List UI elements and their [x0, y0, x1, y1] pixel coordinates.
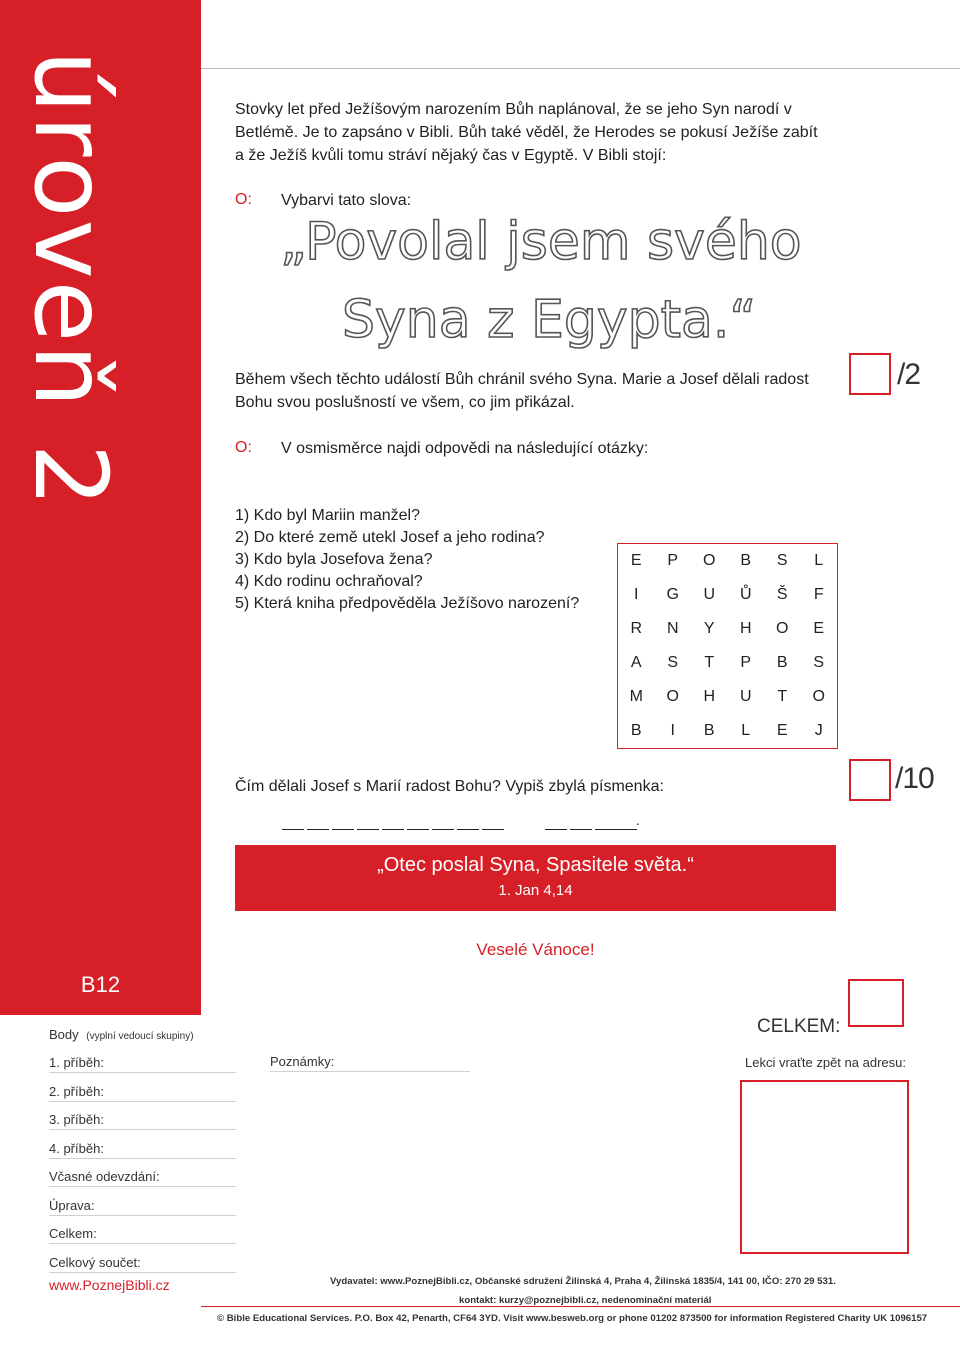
- grid-letter[interactable]: S: [776, 552, 788, 569]
- grid-letter[interactable]: T: [777, 688, 788, 705]
- return-address-box[interactable]: [740, 1080, 909, 1254]
- grid-letter[interactable]: L: [741, 722, 751, 739]
- question: 4) Kdo rodinu ochraňoval?: [235, 573, 423, 590]
- question: 3) Kdo byla Josefova žena?: [235, 551, 433, 568]
- grid-letter[interactable]: S: [813, 654, 825, 671]
- coloring-text-line-1[interactable]: „Povolal jsem svého: [280, 212, 802, 272]
- footer-contact: kontakt: kurzy@poznejbibli.cz, nedenominační materiál: [459, 1295, 712, 1306]
- points-row-line[interactable]: [49, 1272, 236, 1273]
- paragraph-protection: Během všech těchto událostí Bůh chránil svého Syna. Marie a Josef dělali radost Bohu svou poslušností ve všem, co jim přikázal.: [235, 371, 809, 411]
- answer-blank[interactable]: [545, 829, 567, 830]
- points-row-line[interactable]: [49, 1101, 236, 1102]
- question: 2) Do které země utekl Josef a jeho rodina?: [235, 529, 545, 546]
- grid-letter[interactable]: O: [776, 620, 789, 637]
- grid-letter[interactable]: A: [630, 654, 642, 671]
- task-instruction: V osmisměrce najdi odpovědi na následující otázky:: [281, 440, 649, 457]
- grid-letter[interactable]: E: [630, 552, 642, 569]
- grid-letter[interactable]: E: [776, 722, 788, 739]
- points-row-label: Včasné odevzdání:: [49, 1169, 160, 1184]
- question-list: [235, 505, 579, 615]
- score-box-2[interactable]: [849, 759, 891, 801]
- grid-letter[interactable]: Y: [703, 620, 715, 637]
- grid-letter[interactable]: B: [776, 654, 788, 671]
- remaining-letters-question: Čím dělali Josef s Marií radost Bohu? Vypiš zbylá písmenka:: [235, 778, 664, 795]
- points-row-line[interactable]: [49, 1072, 236, 1073]
- answer-blank[interactable]: [432, 829, 454, 830]
- grid-letter[interactable]: L: [814, 552, 824, 569]
- verse-text: „Otec poslal Syna, Spasitele světa.“: [377, 854, 694, 876]
- points-row-label: Celkový součet:: [49, 1254, 141, 1270]
- grid-letter[interactable]: T: [704, 654, 715, 671]
- score-box-1[interactable]: [849, 353, 891, 395]
- score-max-1: /2: [897, 358, 921, 391]
- grid-letter[interactable]: M: [629, 688, 643, 705]
- greeting: Veselé Vánoce!: [476, 940, 595, 959]
- answer-blank[interactable]: [307, 829, 329, 830]
- level-title: úroveň 2: [12, 50, 129, 509]
- grid-letter[interactable]: P: [740, 654, 752, 671]
- score-max-2: /10: [895, 762, 934, 795]
- grid-letter[interactable]: U: [703, 586, 716, 603]
- word-search-grid[interactable]: [617, 543, 838, 749]
- verse-reference: 1. Jan 4,14: [498, 882, 573, 899]
- grid-letter[interactable]: J: [814, 722, 823, 739]
- points-title: [49, 1027, 194, 1042]
- top-divider: [201, 68, 960, 69]
- footer-copyright: © Bible Educational Services. P.O. Box 42, Penarth, CF64 3YD. Visit www.besweb.org or phone 01202 873500 for information Registered Charity UK 1096157: [217, 1313, 928, 1324]
- grid-letter[interactable]: U: [739, 688, 752, 705]
- grid-letter[interactable]: S: [667, 654, 679, 671]
- grid-letter[interactable]: Ů: [739, 586, 752, 603]
- points-row-label: Úprava:: [49, 1197, 95, 1213]
- question: 5) Která kniha předpověděla Ježíšovo narození?: [235, 595, 580, 612]
- question: 1) Kdo byl Mariin manžel?: [235, 507, 420, 524]
- points-row-line[interactable]: [49, 1243, 236, 1244]
- answer-blank[interactable]: [282, 829, 304, 830]
- grid-letter[interactable]: P: [667, 552, 679, 569]
- points-row-line[interactable]: [49, 1215, 236, 1216]
- total-label: CELKEM:: [757, 1016, 841, 1037]
- points-row-line[interactable]: [49, 1129, 236, 1130]
- grid-letter[interactable]: I: [634, 586, 639, 603]
- grid-letter[interactable]: G: [666, 586, 679, 603]
- website-link[interactable]: www.PoznejBibli.cz: [49, 1277, 170, 1293]
- points-row-label: 2. příběh:: [49, 1083, 104, 1099]
- answer-blank[interactable]: [357, 829, 379, 830]
- answer-blank[interactable]: [595, 829, 617, 830]
- grid-letter[interactable]: B: [703, 722, 715, 739]
- notes-label: Poznámky:: [270, 1054, 335, 1069]
- grid-letter[interactable]: N: [666, 620, 679, 637]
- answer-blank[interactable]: [332, 829, 354, 830]
- footer-divider: [201, 1306, 960, 1307]
- task-instruction: Vybarvi tato slova:: [281, 192, 412, 209]
- answer-blank[interactable]: [615, 829, 637, 830]
- grid-letter[interactable]: I: [670, 722, 675, 739]
- sheet-code: B12: [80, 972, 121, 997]
- grid-letter[interactable]: O: [812, 688, 825, 705]
- points-row-line[interactable]: [49, 1186, 236, 1187]
- answer-blank[interactable]: [382, 829, 404, 830]
- points-subtitle: (vyplní vedoucí skupiny): [86, 1031, 194, 1042]
- grid-letter[interactable]: B: [630, 722, 642, 739]
- points-row-line[interactable]: [49, 1158, 236, 1159]
- answer-period: .: [636, 812, 640, 828]
- points-row-label: 1. příběh:: [49, 1055, 104, 1070]
- footer-publisher: Vydavatel: www.PoznejBibli.cz, Občanské sdružení Žilinská 4, Praha 4, Žilinská 1835/4, 141 00, IČO: 270 29 531.: [330, 1276, 836, 1287]
- task-marker: O:: [235, 191, 252, 208]
- notes-line[interactable]: [270, 1071, 470, 1072]
- grid-letter[interactable]: H: [739, 620, 752, 637]
- grid-letter[interactable]: R: [630, 620, 643, 637]
- answer-blank[interactable]: [570, 829, 592, 830]
- grid-letter[interactable]: O: [703, 552, 716, 569]
- return-address-label: Lekci vraťte zpět na adresu:: [745, 1055, 906, 1070]
- verse-box: [235, 845, 836, 911]
- grid-letter[interactable]: E: [813, 620, 825, 637]
- points-row-label: Celkem:: [49, 1226, 97, 1241]
- grid-letter[interactable]: O: [666, 688, 679, 705]
- grid-letter[interactable]: Š: [776, 586, 788, 603]
- points-row-label: 4. příběh:: [49, 1140, 104, 1156]
- grid-letter[interactable]: H: [703, 688, 716, 705]
- points-title-text: Body: [49, 1027, 79, 1042]
- points-row-label: 3. příběh:: [49, 1112, 104, 1127]
- answer-blank[interactable]: [482, 829, 504, 830]
- intro-paragraph: Stovky let před Ježíšovým narozením Bůh naplánoval, že se jeho Syn narodí v Betlémě. Je to zapsáno v Bibli. Bůh také věděl, že Herodes se pokusí Ježíše zabít a že Ježíš kvůli tomu stráví nějaký čas v Egyptě. V Bibli stojí:: [235, 101, 818, 164]
- coloring-text-line-2[interactable]: Syna z Egypta.“: [342, 290, 757, 350]
- grid-letter[interactable]: F: [813, 586, 824, 603]
- answer-blank[interactable]: [407, 829, 429, 830]
- grid-letter[interactable]: B: [740, 552, 752, 569]
- task-marker: O:: [235, 439, 252, 456]
- answer-blank[interactable]: [457, 829, 479, 830]
- total-score-box[interactable]: [848, 979, 904, 1027]
